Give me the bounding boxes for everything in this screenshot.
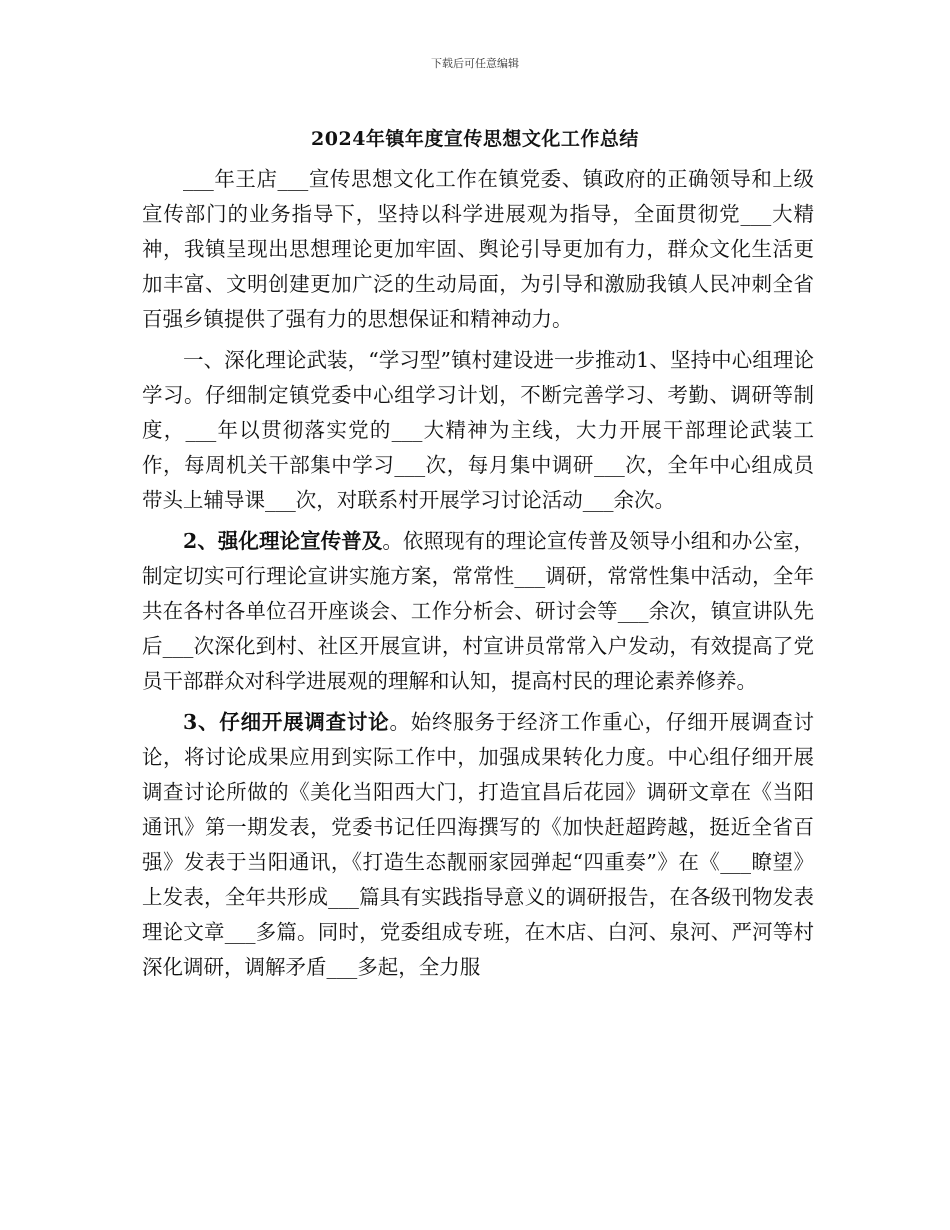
document-title: 2024年镇年度宣传思想文化工作总结 [311,128,639,150]
paragraph-heading: 2、强化理论宣传普及 [183,529,383,553]
paragraph-section-2 [142,524,814,699]
paragraph-text: 。依照现有的理论宣传普及领导小组和办公室，制定切实可行理论宣讲实施方案，常常性___调研，常常性集中活动，全年共在各村各单位召开座谈会、工作分析会、研讨会等___余次，镇宣讲队先后___次深化到村、社区开展宣讲，村宣讲员常常入户发动，有效提高了党员干部群众对科学进展观的理解和认知，提高村民的理论素养修养。 [142,529,814,693]
document-body [142,162,814,991]
paragraph-section-3 [142,705,814,985]
paragraph-section-1: 一、深化理论武装，“学习型”镇村建设进一步推动1、坚持中心组理论学习。仔细制定镇党委中心组学习计划，不断完善学习、考勤、调研等制度，___年以贯彻落实党的___大精神为主线，大力开展干部理论武装工作，每周机关干部集中学习___次，每月集中调研___次，全年中心组成员带头上辅导课___次，对联系村开展学习讨论活动___余次。 [142,348,814,512]
paragraph-heading: 3、仔细开展调查讨论 [183,710,390,734]
paragraph-text: 。始终服务于经济工作重心，仔细开展调查讨论，将讨论成果应用到实际工作中，加强成果转化力度。中心组仔细开展调查讨论所做的《美化当阳西大门，打造宜昌后花园》调研文章在《当阳通讯》第一期发表，党委书记任四海撰写的《加快赶超跨越，挺近全省百强》发表于当阳通讯，《打造生态靓丽家园弹起“四重奏”》在《___瞭望》上发表，全年共形成___篇具有实践指导意义的调研报告，在各级刊物发表理论文章___多篇。同时，党委组成专班，在木店、白河、泉河、严河等村深化调研，调解矛盾___多起，全力服 [142,710,815,979]
header-note: 下载后可任意编辑 [431,57,519,70]
paragraph-intro: ___年王店___宣传思想文化工作在镇党委、镇政府的正确领导和上级宣传部门的业务指导下，坚持以科学进展观为指导，全面贯彻党___大精神，我镇呈现出思想理论更加牢固、舆论引导更加有力，群众文化生活更加丰富、文明创建更加广泛的生动局面，为引导和激励我镇人民冲刺全省百强乡镇提供了强有力的思想保证和精神动力。 [142,167,814,331]
